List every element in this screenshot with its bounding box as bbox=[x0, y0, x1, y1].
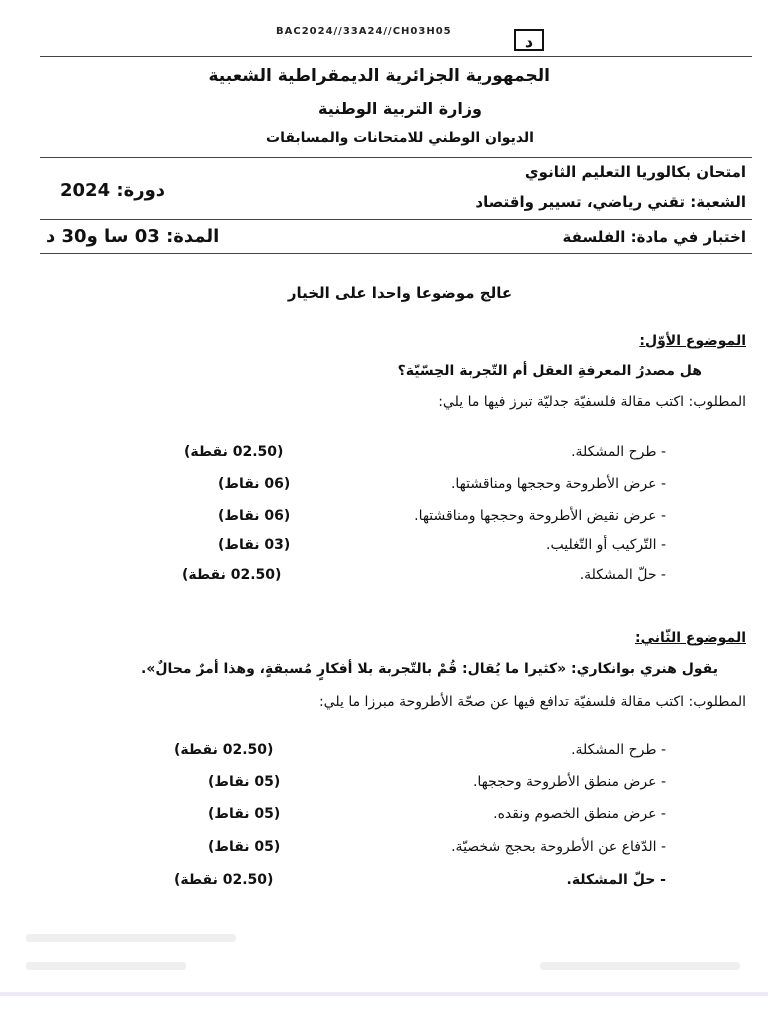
subject1-points-2: (06 نقاط) bbox=[218, 476, 291, 492]
bleed-through-mark bbox=[26, 934, 236, 942]
subject1-points-4: (03 نقاط) bbox=[218, 537, 291, 553]
subject1-required: المطلوب: اكتب مقالة فلسفيّة جدليّة تبرز فيها ما يلي: bbox=[438, 394, 746, 410]
exam-duration: المدة: 03 سا و30 د bbox=[46, 226, 220, 247]
subject1-item-5: - حلّ المشكلة. bbox=[579, 567, 666, 583]
subject2-points-4: (05 نقاط) bbox=[208, 839, 281, 855]
republic-title: الجمهورية الجزائرية الديمقراطية الشعبية bbox=[208, 66, 550, 86]
exam-code: BAC2024//33A24//CH03H05 bbox=[276, 26, 452, 37]
exam-branch: الشعبة: تقني رياضي، تسيير واقتصاد bbox=[475, 193, 746, 211]
exam-title: امتحان بكالوريا التعليم الثانوي bbox=[524, 163, 746, 181]
subject1-points-1: (02.50 نقطة) bbox=[184, 444, 284, 460]
subject2-item-5: - حلّ المشكلة. bbox=[566, 872, 666, 888]
subject1-heading: الموضوع الأوّل: bbox=[639, 333, 746, 349]
meta-divider bbox=[40, 219, 752, 220]
session-label: دورة: bbox=[116, 180, 166, 201]
subject2-quote: يقول هنري بوانكاري: «كثيرا ما يُقال: قُمْ بالتّجربة بلا أفكارٍ مُسبقةٍ، وهذا أمرٌ محالٌ». bbox=[141, 661, 718, 677]
exam-subject: اختبار في مادة: الفلسفة bbox=[562, 228, 746, 246]
subject2-item-3: - عرض منطق الخصوم ونقده. bbox=[493, 806, 666, 822]
subject1-item-3: - عرض نقيض الأطروحة وحججها ومناقشتها. bbox=[414, 508, 666, 524]
subject1-item-2: - عرض الأطروحة وحججها ومناقشتها. bbox=[450, 476, 666, 492]
meta-bottom-divider bbox=[40, 253, 752, 254]
subject2-points-5: (02.50 نقطة) bbox=[174, 872, 274, 888]
header-divider bbox=[40, 157, 752, 158]
ministry-title: وزارة التربية الوطنية bbox=[317, 99, 482, 118]
bleed-through-mark bbox=[26, 962, 186, 970]
subject1-question: هل مصدرُ المعرفةِ العقل أم التّجربة الحِسّيّة؟ bbox=[397, 363, 702, 379]
subject2-heading: الموضوع الثّاني: bbox=[634, 630, 746, 646]
subject2-points-3: (05 نقاط) bbox=[208, 806, 281, 822]
subject2-points-1: (02.50 نقطة) bbox=[174, 742, 274, 758]
session-year bbox=[60, 180, 165, 201]
subject1-item-1: - طرح المشكلة. bbox=[571, 444, 666, 460]
subject2-points-2: (05 نقاط) bbox=[208, 774, 281, 790]
subject2-required: المطلوب: اكتب مقالة فلسفيّة تدافع فيها عن صحّة الأطروحة مبرزا ما يلي: bbox=[318, 694, 746, 710]
subject2-item-2: - عرض منطق الأطروحة وحججها. bbox=[472, 774, 666, 790]
subject2-item-1: - طرح المشكلة. bbox=[571, 742, 666, 758]
subject1-item-4: - التّركيب أو التّغليب. bbox=[546, 537, 666, 553]
stamp-letter: د bbox=[514, 29, 544, 51]
subject2-item-4: - الدّفاع عن الأطروحة بحجج شخصيّة. bbox=[451, 839, 666, 855]
subject1-points-3: (06 نقاط) bbox=[218, 508, 291, 524]
bleed-through-mark bbox=[540, 962, 740, 970]
subject1-points-5: (02.50 نقطة) bbox=[182, 567, 282, 583]
session-value: 2024 bbox=[60, 180, 111, 201]
office-title: الديوان الوطني للامتحانات والمسابقات bbox=[266, 130, 534, 146]
instruction: عالج موضوعا واحدا على الخيار bbox=[287, 284, 513, 302]
top-divider bbox=[40, 56, 752, 57]
scan-edge bbox=[0, 992, 768, 996]
